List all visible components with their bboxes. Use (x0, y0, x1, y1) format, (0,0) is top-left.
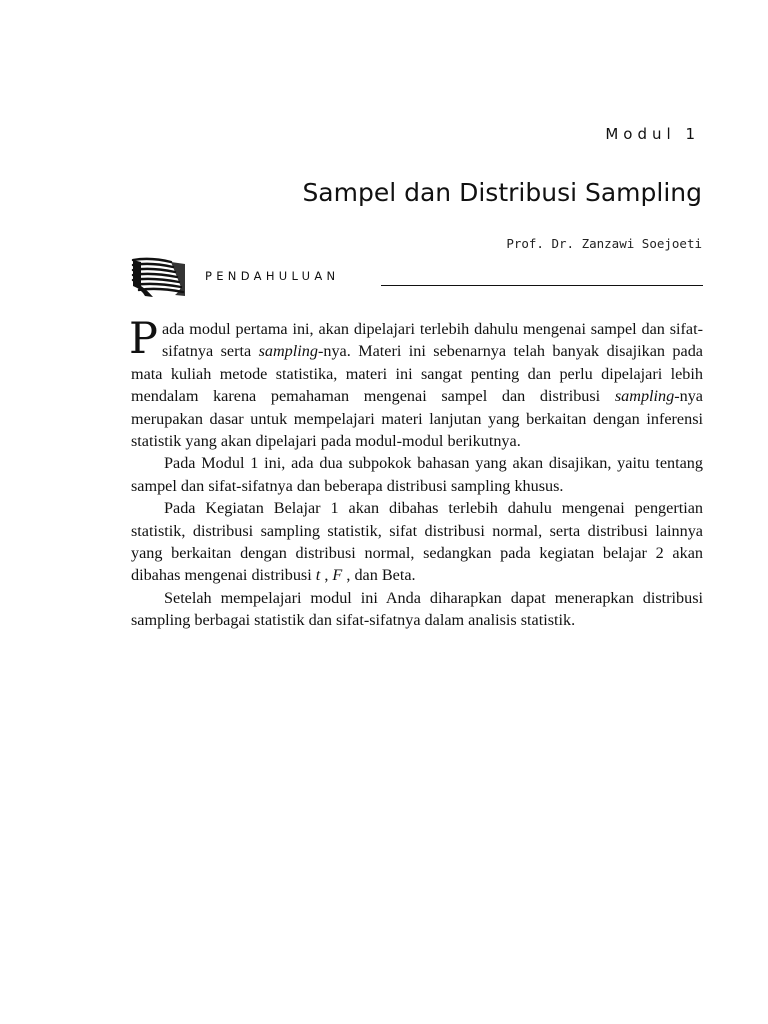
text-run: , dan Beta. (342, 566, 416, 585)
text-run: Pada Kegiatan Belajar 1 akan dibahas terlebih dahulu mengenai pengertian statistik, distribusi sampling statistik, sifat distribusi normal, serta distribusi lainnya yang berkaitan dengan distribusi normal, sedangkan pada kegiatan belajar 2 akan dibahas mengenai distribusi (131, 499, 703, 585)
intro-paragraph-4: Setelah mempelajari modul ini Anda diharapkan dapat menerapkan distribusi sampling berbagai statistik dan sifat-sifatnya dalam analisis statistik. (131, 588, 703, 630)
text-run: , (320, 566, 333, 585)
text-run: -nya. Materi ini sebenarnya telah banyak disajikan pada mata kuliah metode statistika, materi ini sangat penting dan perlu dipelajari lebih mendalam karena pemahaman mengenai sampel dan distribusi (131, 342, 703, 406)
author-name: Prof. Dr. Zanzawi Soejoeti (506, 236, 702, 251)
italic-term: sampling (614, 387, 675, 406)
italic-term: F (332, 566, 343, 585)
text-run: ada modul pertama ini, akan dipelajari terlebih dahulu mengenai sampel dan sifat-sifatnya serta (161, 320, 703, 361)
italic-term: t (315, 566, 321, 585)
page-title: Sampel dan Distribusi Sampling (302, 178, 702, 207)
text-run: -nya merupakan dasar untuk mempelajari materi lanjutan yang berkaitan dengan inferensi statistik yang akan dipelajari pada modul-modul berikutnya. (131, 387, 703, 451)
section-header (131, 256, 703, 298)
introduction-body (129, 314, 703, 632)
open-book-icon (131, 256, 187, 298)
italic-term: sampling (258, 342, 318, 361)
intro-paragraph-1 (129, 314, 703, 452)
intro-paragraph-3 (131, 497, 703, 587)
section-title: PENDAHULUAN (205, 269, 340, 283)
module-label: Modul 1 (605, 125, 700, 143)
drop-cap: P (129, 314, 158, 364)
section-divider (381, 285, 703, 286)
intro-paragraph-2: Pada Modul 1 ini, ada dua subpokok bahasan yang akan disajikan, yaitu tentang sampel dan sifat-sifatnya dan beberapa distribusi sampling khusus. (131, 454, 703, 495)
